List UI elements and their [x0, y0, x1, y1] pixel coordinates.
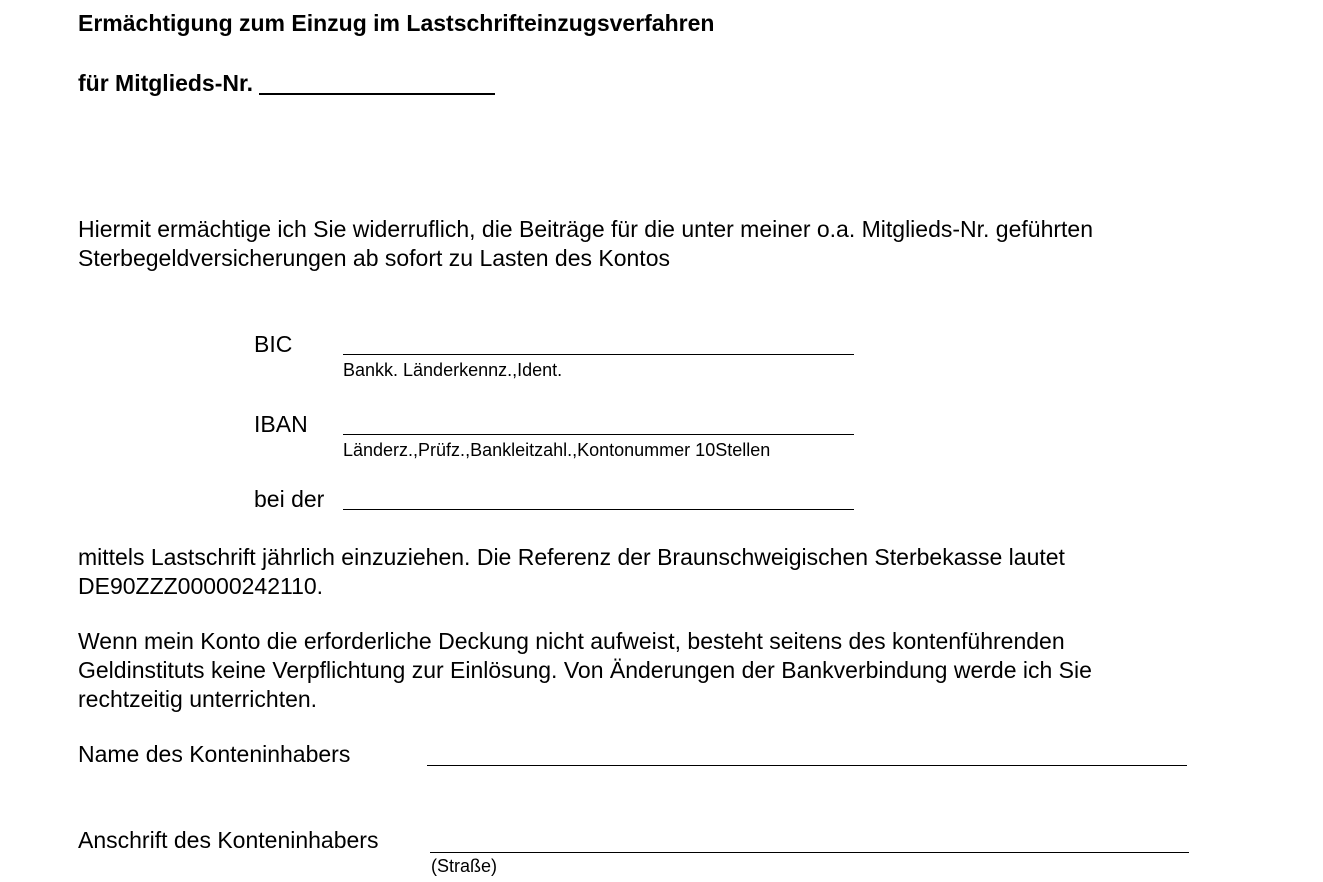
holder-address-label: Anschrift des Konteninhabers [78, 827, 379, 853]
bic-label: BIC [254, 331, 293, 357]
coverage-line: Wenn mein Konto die erforderliche Deckung nicht aufweist, besteht seitens des kontenführenden [78, 628, 1065, 654]
collection-paragraph [78, 543, 1065, 601]
address-street-hint: (Straße) [431, 856, 498, 876]
iban-label: IBAN [254, 411, 308, 437]
member-number-label: für Mitglieds-Nr. [78, 70, 254, 96]
collection-line: mittels Lastschrift jährlich einzuziehen. Die Referenz der Braunschweigischen Sterbekasse lautet [78, 544, 1065, 570]
iban-field[interactable] [343, 434, 854, 435]
holder-name-label: Name des Konteninhabers [78, 741, 351, 767]
coverage-line: rechtzeitig unterrichten. [78, 686, 318, 712]
intro-line: Hiermit ermächtige ich Sie widerruflich, die Beiträge für die unter meiner o.a. Mitglieds-Nr. geführten [78, 216, 1093, 242]
bank-label: bei der [254, 486, 325, 512]
holder-address-field[interactable] [430, 852, 1189, 853]
member-number-field[interactable] [259, 71, 495, 95]
coverage-line: Geldinstituts keine Verpflichtung zur Einlösung. Von Änderungen der Bankverbindung werde ich Sie [78, 657, 1092, 683]
holder-name-field[interactable] [427, 765, 1187, 766]
intro-paragraph [78, 215, 1093, 273]
creditor-reference: DE90ZZZ00000242110. [78, 573, 324, 599]
bank-name-field[interactable] [343, 509, 854, 510]
member-number-row [78, 70, 495, 97]
bic-hint: Bankk. Länderkennz.,Ident. [343, 360, 563, 380]
form-title: Ermächtigung zum Einzug im Lastschrifteinzugsverfahren [78, 10, 715, 36]
intro-line: Sterbegeldversicherungen ab sofort zu Lasten des Kontos [78, 245, 670, 271]
iban-hint: Länderz.,Prüfz.,Bankleitzahl.,Kontonummer 10Stellen [343, 440, 771, 460]
coverage-paragraph [78, 627, 1092, 714]
bic-field[interactable] [343, 354, 854, 355]
